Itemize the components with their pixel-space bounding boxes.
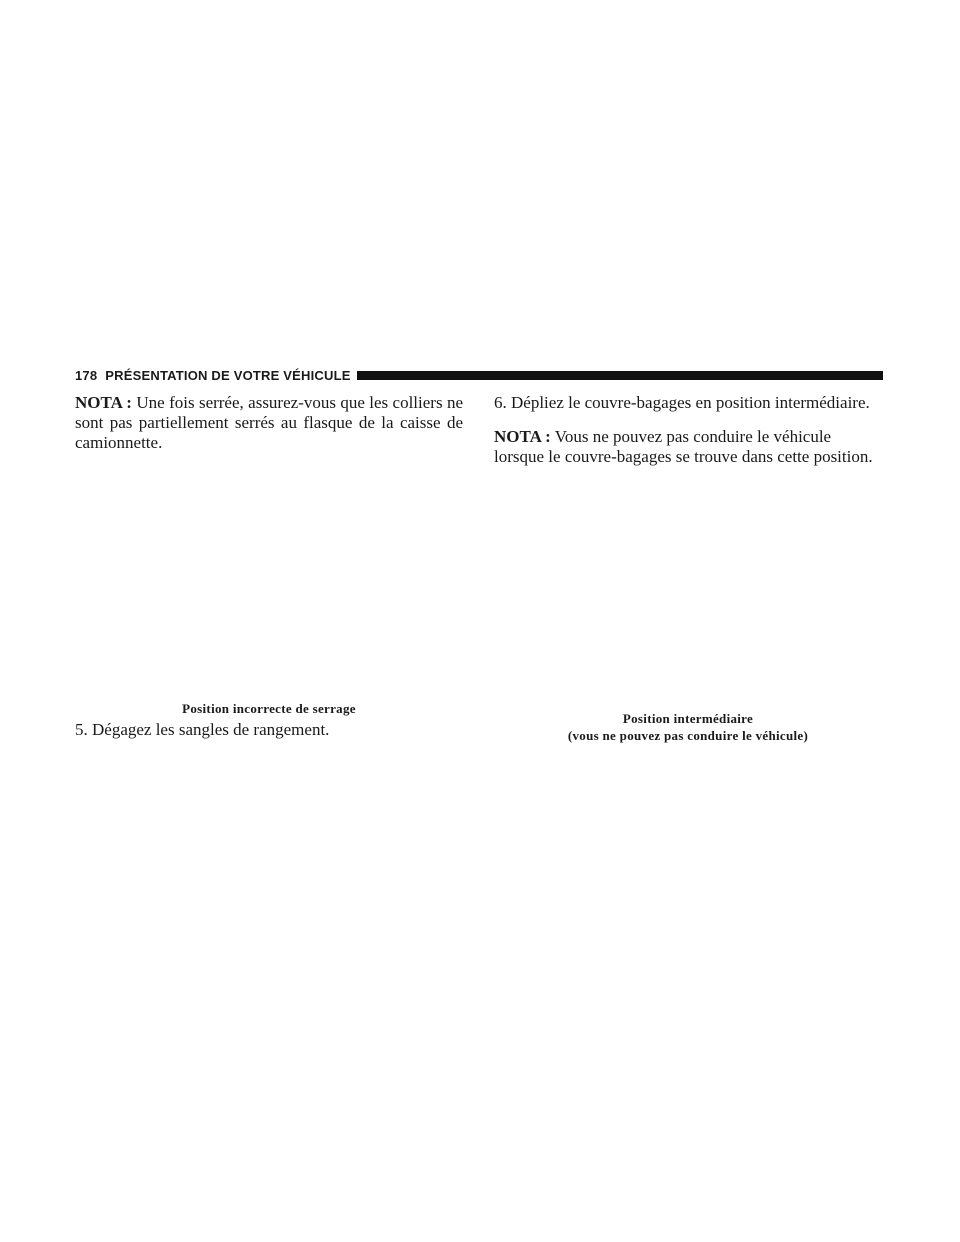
figure-incorrect-clamp-position [75,470,463,698]
page-header [75,364,883,386]
right-caption-line-1: Position intermédiaire [622,711,754,726]
left-figure-caption: Position incorrecte de serrage [182,701,356,716]
figure-intermediate-position [494,470,882,708]
right-nota-text: Vous ne pouvez pas conduire le véhicule lorsque le couvre-bagages se trouve dans cette position. [494,427,873,466]
step-5-text: 5. Dégagez les sangles de rangement. [75,720,330,739]
right-column [494,393,882,481]
left-nota-label: NOTA : [75,393,132,412]
right-nota-label: NOTA : [494,427,551,446]
step-6-text: 6. Dépliez le couvre-bagages en position intermédiaire. [494,393,870,412]
left-nota-paragraph [75,393,463,453]
header-rule [357,371,883,380]
right-figure-caption [494,710,882,744]
right-caption-line-2: (vous ne pouvez pas conduire le véhicule) [567,728,809,743]
right-nota-paragraph [494,427,882,467]
section-title: PRÉSENTATION DE VOTRE VÉHICULE [105,367,351,383]
page-number: 178 [75,367,98,383]
left-column [75,393,463,467]
left-nota-text: Une fois serrée, assurez-vous que les colliers ne sont pas partiellement serrés au flasque de la caisse de camionnette. [75,393,464,452]
